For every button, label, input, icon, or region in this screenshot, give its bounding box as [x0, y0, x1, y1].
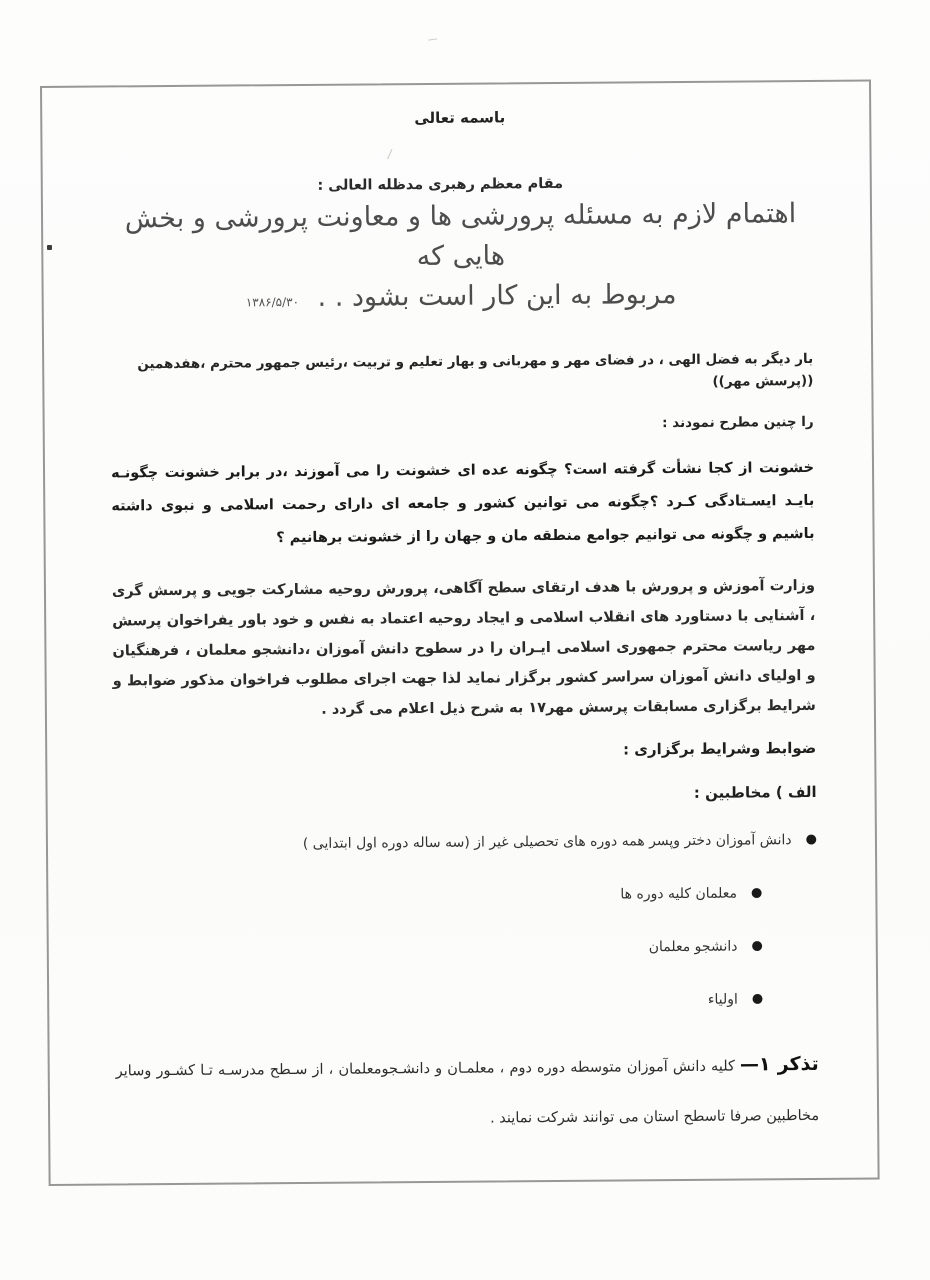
intro-paragraph: بار دیگر به فضل الهی ، در فضای مهر و مهربانی و بهار تعلیم و تربیت ،رئیس جمهور محترم ،هفدهمین ((پرسش مهر))	[137, 350, 814, 390]
list-item	[114, 880, 817, 912]
body-paragraph: وزارت آموزش و پرورش با هدف ارتقای سطح آگاهی، پرورش روحیه مشارکت جویی و پرسش گری ، آشنایی با دستاورد های انقلاب اسلامی و ایجاد روحیه اعتماد به نفس و خود باور یفراخوان پرسش مهر ریاست محترم جمهوری اسلامی ایـران را در سطوح دانش آموزان ،دانشجو معلمان ، فرهنگیان و اولیای دانش آموزان سراسر کشور برگزار نماید لذا جهت اجرای مطلوب فراخوان مذکور ضوابط و شرایط برگزاری مسابقات پرسش مهر۱۷ به شرح ذیل اعلام می گردد .	[111, 577, 816, 718]
list-item	[115, 933, 818, 965]
basmala-header: باسمه تعالی	[414, 108, 506, 128]
main-title-date: ۱۳۸۶/۵/۳۰	[245, 294, 300, 310]
scan-speck-artifact	[428, 35, 437, 40]
document-border-frame	[40, 79, 880, 1185]
main-title-line2-text: مربوط به این کار است بشود . .	[317, 279, 677, 313]
question-paragraph: خشونت از کجا نشأت گرفته است؟ چگونه عده ای خشونت را می آموزند ،در برابر خشونت چگونـه بایـد ایسـتادگی کـرد ؟چگونه می توانین کشور و جامعه ای دارای رحمت اسلامی و نبوی داشته باشیم و چگونه می توانیم جوامع منطقه مان و جهان را از خشونت برهانیم ؟	[110, 459, 815, 547]
main-title-line2	[110, 274, 813, 324]
list-item-label: معلمان کلیه دوره ها	[620, 885, 738, 903]
audience-list	[114, 827, 818, 1018]
bullet-icon: ●	[750, 885, 763, 901]
subsection-heading-audience: الف ) مخاطبین :	[693, 782, 817, 802]
note-text: کلیه دانش آموزان متوسطه دوره دوم ، معلمـان و دانشـجومعلمان ، از سـطح مدرسـه تـا کشـور وسایر مخاطبین صرفا تاسطح استان می توانند شرکت نمایند .	[115, 1058, 820, 1127]
note-paragraph	[116, 1039, 820, 1147]
intro-paragraph-continuation: را چنین مطرح نمودند :	[662, 413, 814, 432]
list-item-label: دانشجو معلمان	[648, 938, 738, 956]
list-item-label: دانش آموزان دختر وپسر همه دوره های تحصیلی غیر از (سه ساله دوره اول ابتدایی )	[302, 832, 792, 852]
document-content	[42, 105, 877, 1146]
note-label: تذکر ۱—	[739, 1052, 819, 1076]
bullet-icon: ●	[751, 991, 764, 1007]
main-title-line1: اهتمام لازم به مسئله پرورشی ها و معاونت پرورشی و بخش هایی که	[124, 198, 797, 273]
list-item	[115, 986, 818, 1018]
bullet-icon: ●	[805, 831, 818, 848]
bullet-icon: ●	[751, 938, 763, 954]
list-item	[114, 827, 817, 859]
main-title	[109, 194, 813, 324]
section-heading-rules: ضوابط وشرایط برگزاری :	[622, 738, 817, 759]
list-item-label: اولیاء	[707, 991, 738, 1008]
leader-attribution-line: مقام معظم رهبری مدظله العالی :	[317, 175, 564, 194]
